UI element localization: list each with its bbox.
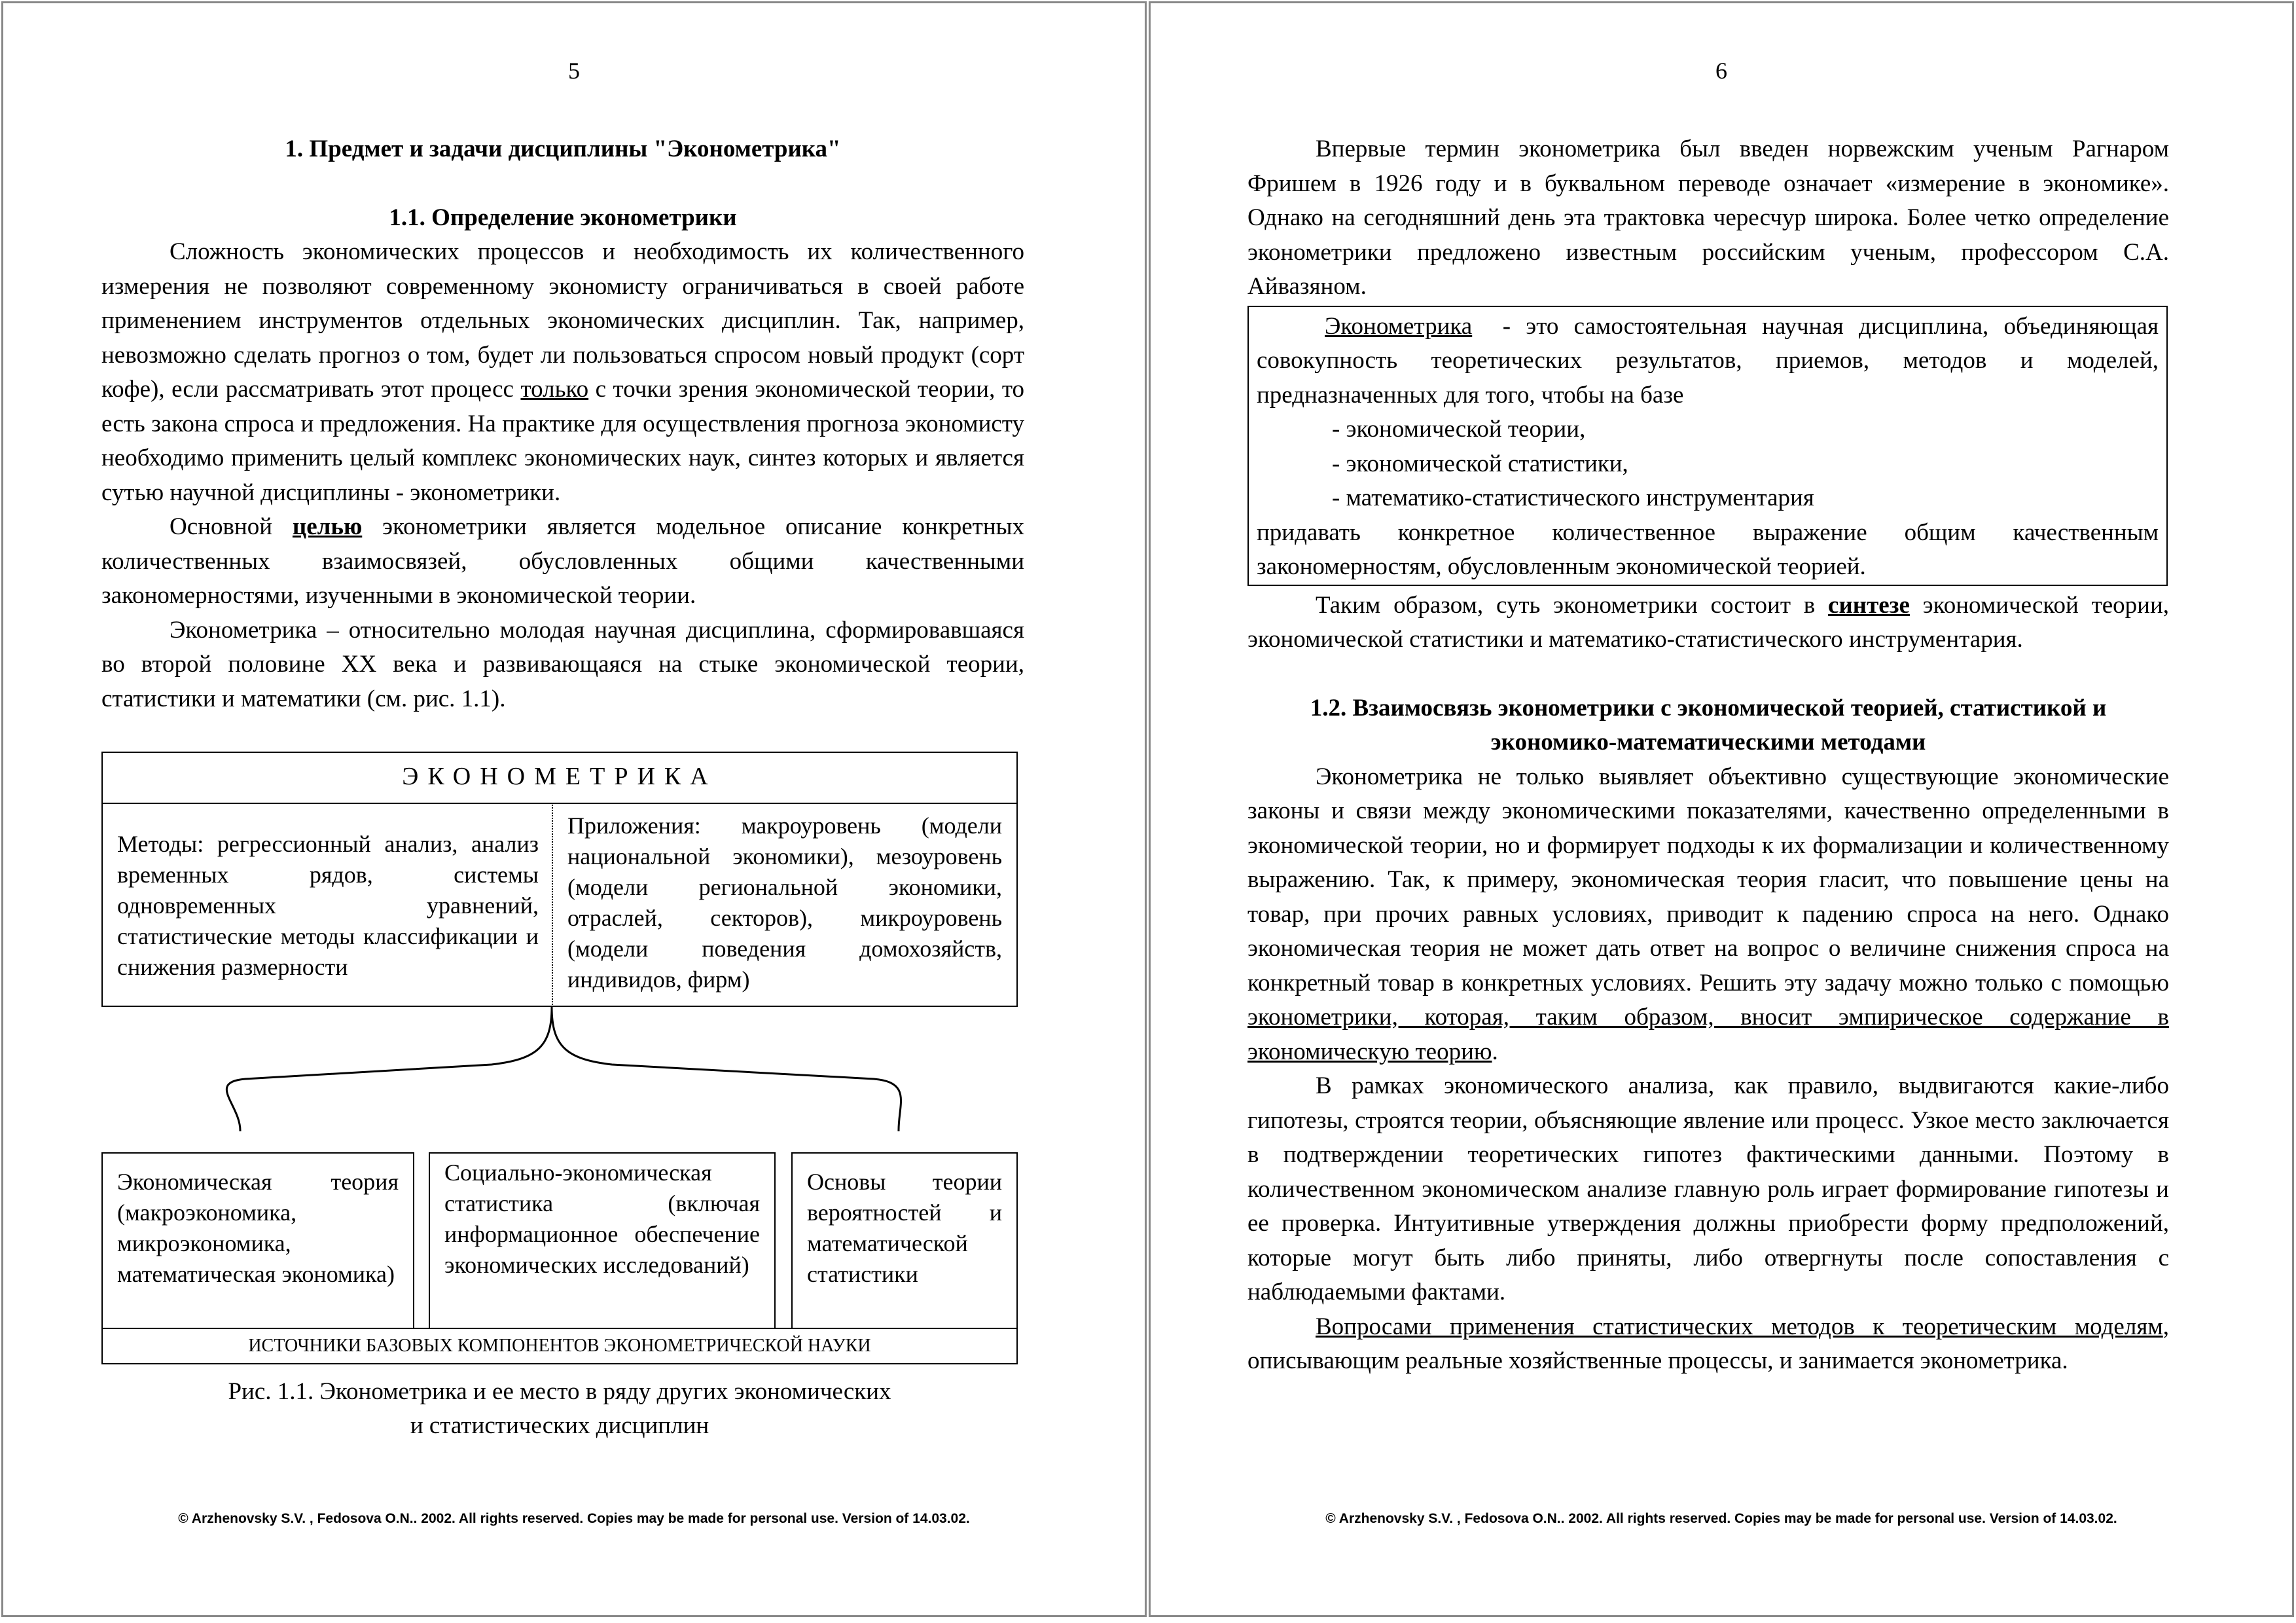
sources-label: ИСТОЧНИКИ БАЗОВЫХ КОМПОНЕНТОВ ЭКОНОМЕТРИЧЕСКОЙ НАУКИ: [101, 1328, 1018, 1364]
underlined-word: только: [520, 376, 589, 403]
underlined-phrase: эконометрики, которая, таким образом, вносит эмпирическое содержание в экономическую теорию: [1247, 1004, 2169, 1065]
brace-connector: [101, 752, 1018, 1152]
econometrics-diagram: [101, 752, 1018, 1364]
paragraph: Основной целью эконометрики является модельное описание конкретных количественных взаимосвязей, обусловленных общими качественными закономерностями, изученными в экономической теории.: [101, 513, 1025, 609]
definition-item: - экономической теории,: [1332, 416, 1586, 443]
emphasis-word: синтезе: [1828, 591, 1910, 619]
page-content: [101, 132, 1024, 716]
page-number: 5: [568, 58, 580, 84]
paragraph: Вопросами применения статистических методов к теоретическим моделям, описывающим реальные хозяйственные процессы, и занимается эконометрика.: [1247, 1313, 2169, 1374]
definition-term: Эконометрика: [1325, 312, 1473, 340]
figure-caption: Рис. 1.1. Эконометрика и ее место в ряду других экономических и статистических дисциплин: [228, 1378, 891, 1439]
underlined-phrase: Вопросами применения статистических методов к теоретическим моделям: [1316, 1313, 2163, 1340]
paragraph: Эконометрика не только выявляет объективно существующие экономические законы и связи между экономическими показателями, качественно определенными в экономической теории, но и формирует подходы к их формализации и количественному выражению. Так, к примеру, экономическая теория гласит, что повышение цены на товар, при прочих равных условиях, приводит к падению спроса на него. Однако экономическая теория не может дать ответ на вопрос о величине снижения спроса на конкретный товар в конкретных условиях. Решить эту задачу можно только с помощью эконометрики, которая, таким образом, вносит эмпирическое содержание в экономическую теорию.: [1247, 763, 2169, 1065]
copyright-footer: © Arzhenovsky S.V. , Fedosova O.N.. 2002. All rights reserved. Copies may be made for personal use. Version of 14.03.02.: [178, 1511, 970, 1526]
definition-item: - математико-статистического инструментария: [1332, 484, 1814, 511]
page-left: [1, 1, 1147, 1617]
paragraph: Сложность экономических процессов и необходимость их количественного измерения не позволяют современному экономисту ограничиваться в своей работе применением инструментов отдельных экономических дисциплин. Так, например, невозможно сделать прогноз о том, будет ли пользоваться спросом новый продукт (сорт кофе), если рассматривать этот процесс только с точки зрения экономической теории, то есть закона спроса и предложения. На практике для осуществления прогноза экономисту необходимо применить целый комплекс экономических наук, синтез которых и является сутью научной дисциплины - эконометрики.: [101, 238, 1025, 506]
methods-box: Методы: регрессионный анализ, анализ временных рядов, системы одновременных уравнений, статистические методы классификации и снижения размерности: [101, 803, 553, 1007]
definition-box: Эконометрика - это самостоятельная научная дисциплина, объединяющая совокупность теоретических результатов, приемов, методов и моделей, предназначенных для того, чтобы на базе - экономической теории, - экономической статистики, - математико-статистического инструментария придавать конкретное количественное выражение общим качественным закономерностям, обусловленным экономической теорией.: [1247, 306, 2168, 586]
page-content: [1247, 132, 2169, 1379]
source-box-probability: Основы теории вероятностей и математической статистики: [791, 1152, 1018, 1329]
source-box-economic-theory: Экономическая теория (макроэкономика, микроэкономика, математическая экономика): [101, 1152, 414, 1329]
applications-box: Приложения: макроуровень (модели национальной экономики), мезоуровень (модели региональной экономики, отраслей, секторов), микроуровень (модели поведения домохозяйств, индивидов, фирм): [552, 803, 1018, 1007]
definition-item: - экономической статистики,: [1332, 450, 1628, 477]
definition-end: придавать конкретное количественное выражение общим качественным закономерностям, обусловленным экономической теорией.: [1257, 519, 2159, 580]
paragraph: Эконометрика – относительно молодая научная дисциплина, сформировавшаяся во второй половине XX века и развивающаяся на стыке экономической теории, статистики и математики (см. рис. 1.1).: [101, 616, 1024, 712]
copyright-footer: © Arzhenovsky S.V. , Fedosova O.N.. 2002. All rights reserved. Copies may be made for personal use. Version of 14.03.02.: [1325, 1511, 2117, 1526]
paragraph: В рамках экономического анализа, как правило, выдвигаются какие-либо гипотезы, строятся теории, объясняющие явление или процесс. Узкое место заключается в подтверждении теоретических гипотез фактическими данными. Поэтому в количественном экономическом анализе главную роль играет формирование гипотезы и ее проверка. Интуитивные утверждения должны приобрести форму предположений, которые могут быть либо приняты, либо отвергнуты после сопоставления с наблюдаемыми фактами.: [1247, 1072, 2169, 1305]
paragraph: Впервые термин эконометрика был введен норвежским ученым Рагнаром Фришем в 1926 году и в буквальном переводе означает «измерение в экономике». Однако на сегодняшний день эта трактовка чересчур широка. Более четко определение эконометрики предложено известным российским ученым, профессором С.А. Айвазяном.: [1247, 136, 2169, 300]
page-right: [1149, 1, 2294, 1617]
source-box-statistics: Социально-экономическая статистика (включая информационное обеспечение экономических исследований): [429, 1152, 776, 1329]
section-heading: 1.2. Взаимосвязь эконометрики с экономической теорией, статистикой и экономико-математическими методами: [1310, 694, 2107, 756]
diagram-title: ЭКОНОМЕТРИКА: [101, 752, 1018, 804]
chapter-heading: 1. Предмет и задачи дисциплины "Эконометрика": [285, 136, 841, 162]
paragraph: Таким образом, суть эконометрики состоит в синтезе экономической теории, экономической статистики и математико-статистического инструментария.: [1247, 591, 2170, 653]
page-number: 6: [1715, 58, 1727, 84]
section-heading: 1.1. Определение эконометрики: [389, 204, 737, 231]
emphasis-word: целью: [292, 513, 363, 540]
